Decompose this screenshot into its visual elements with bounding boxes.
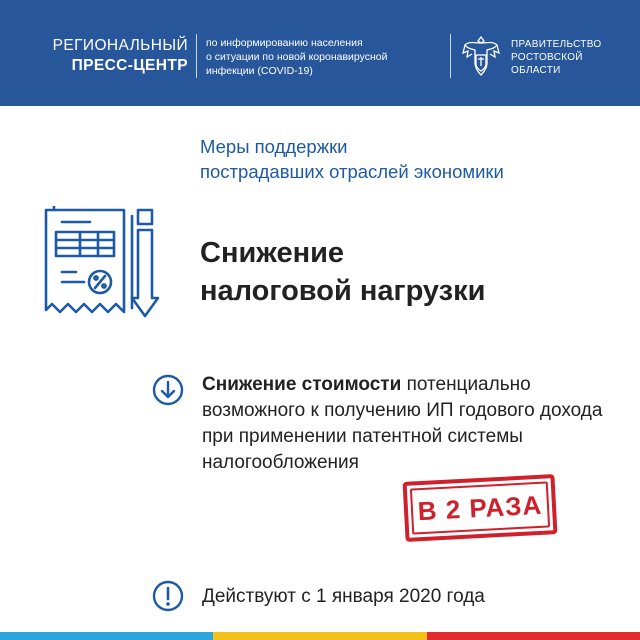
coat-of-arms-icon: [461, 33, 501, 79]
tax-receipt-percent-icon: [40, 206, 160, 324]
brand-line-1: РЕГИОНАЛЬНЫЙ: [52, 37, 188, 54]
effective-date: Действуют с 1 января 2020 года: [202, 586, 485, 607]
footer-stripe-blue: [0, 632, 213, 640]
about-line: о ситуации по новой коронавирусной: [206, 51, 388, 63]
description-rest: потенциально возможного к получению ИП годового дохода при применении патентной системы налогообложения: [202, 374, 603, 473]
header-divider: [450, 34, 451, 78]
header-divider: [196, 34, 197, 78]
headline: [200, 234, 485, 310]
footer-stripe-red: [427, 632, 640, 640]
headline-line: налоговой нагрузки: [200, 275, 486, 307]
header-bar: [0, 0, 640, 106]
about-line: инфекции (COVID-19): [206, 65, 313, 77]
subtitle-line: пострадавших отраслей экономики: [200, 161, 504, 182]
gov-line: ПРАВИТЕЛЬСТВО: [511, 39, 602, 50]
description-bold: Снижение стоимости: [202, 374, 402, 395]
subtitle: [200, 134, 504, 184]
brand-line-2: ПРЕСС-ЦЕНТР: [71, 57, 188, 74]
about-line: по информированию населения: [206, 37, 363, 49]
footer-stripe-yellow: [213, 632, 427, 640]
press-center-description: [206, 36, 388, 78]
arrow-down-circle-icon: [152, 374, 184, 406]
gov-line: ОБЛАСТИ: [511, 65, 561, 76]
brand-logo: [53, 36, 188, 76]
gov-line: РОСТОВСКОЙ: [511, 52, 583, 63]
exclamation-circle-icon: [152, 580, 184, 612]
headline-line: Снижение: [200, 237, 345, 269]
subtitle-line: Меры поддержки: [200, 136, 348, 157]
stamp: [403, 474, 558, 542]
support-description: [202, 372, 622, 476]
stamp-text: В 2 РАЗА: [416, 489, 543, 526]
government-label: [511, 38, 601, 77]
